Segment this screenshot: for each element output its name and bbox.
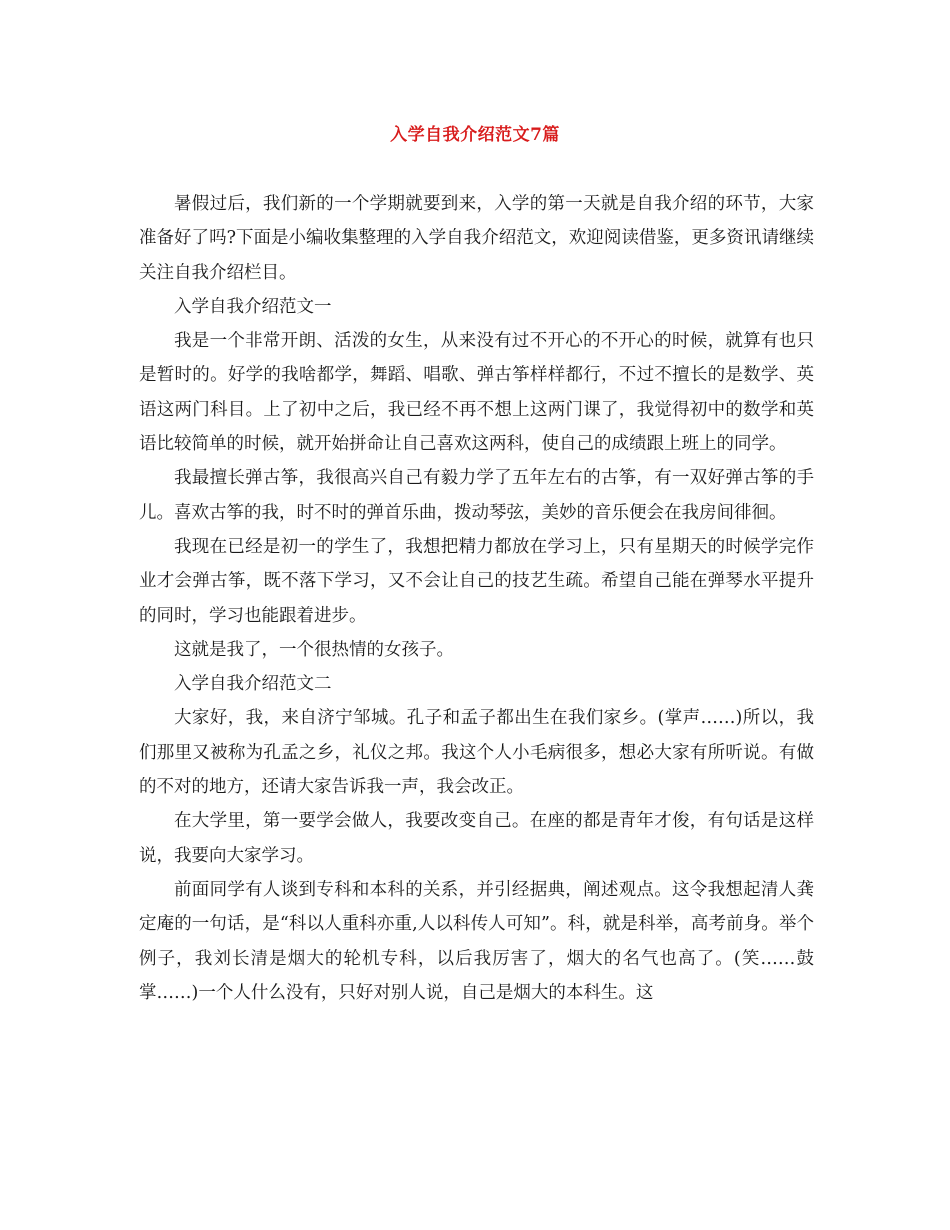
document-body xyxy=(139,187,814,1010)
paragraph: 前面同学有人谈到专科和本科的关系，并引经据典，阐述观点。这令我想起清人龚定庵的一句话，是“科以人重科亦重,人以科传人可知”。科，就是科举，高考前身。举个例子，我刘长清是烟大的轮机专科，以后我厉害了，烟大的名气也高了。(笑……鼓掌……)一个人什么没有，只好对别人说，自己是烟大的本科生。这 xyxy=(139,879,814,1003)
paragraph: 我最擅长弹古筝，我很高兴自己有毅力学了五年左右的古筝，有一双好弹古筝的手儿。喜欢古筝的我，时不时的弹首乐曲，拨动琴弦，美妙的音乐便会在我房间徘徊。 xyxy=(139,468,814,523)
document-title: 入学自我介绍范文7篇 xyxy=(390,125,560,145)
paragraph: 我现在已经是初一的学生了，我想把精力都放在学习上，只有星期天的时候学完作业才会弹古筝，既不落下学习，又不会让自己的技艺生疏。希望自己能在弹琴水平提升的同时，学习也能跟着进步。 xyxy=(139,536,814,626)
paragraph: 在大学里，第一要学会做人，我要改变自己。在座的都是青年才俊，有句话是这样说，我要向大家学习。 xyxy=(139,811,814,866)
paragraph: 大家好，我，来自济宁邹城。孔子和孟子都出生在我们家乡。(掌声……)所以，我们那里又被称为孔孟之乡，礼仪之邦。我这个人小毛病很多，想必大家有所听说。有做的不对的地方，还请大家告诉我一声，我会改正。 xyxy=(139,708,814,798)
paragraph: 我是一个非常开朗、活泼的女生，从来没有过不开心的不开心的时候，就算有也只是暂时的。好学的我啥都学，舞蹈、唱歌、弹古筝样样都行，不过不擅长的是数学、英语这两门科目。上了初中之后，我已经不再不想上这两门课了，我觉得初中的数学和英语比较简单的时候，就开始拼命让自己喜欢这两科，使自己的成绩跟上班上的同学。 xyxy=(139,331,814,455)
section-heading-2: 入学自我介绍范文二 xyxy=(174,674,332,695)
section-heading-1: 入学自我介绍范文一 xyxy=(174,296,332,317)
paragraph: 这就是我了，一个很热情的女孩子。 xyxy=(174,639,454,660)
paragraph-intro: 暑假过后，我们新的一个学期就要到来，入学的第一天就是自我介绍的环节，大家准备好了吗?下面是小编收集整理的入学自我介绍范文，欢迎阅读借鉴，更多资讯请继续关注自我介绍栏目。 xyxy=(139,194,814,283)
